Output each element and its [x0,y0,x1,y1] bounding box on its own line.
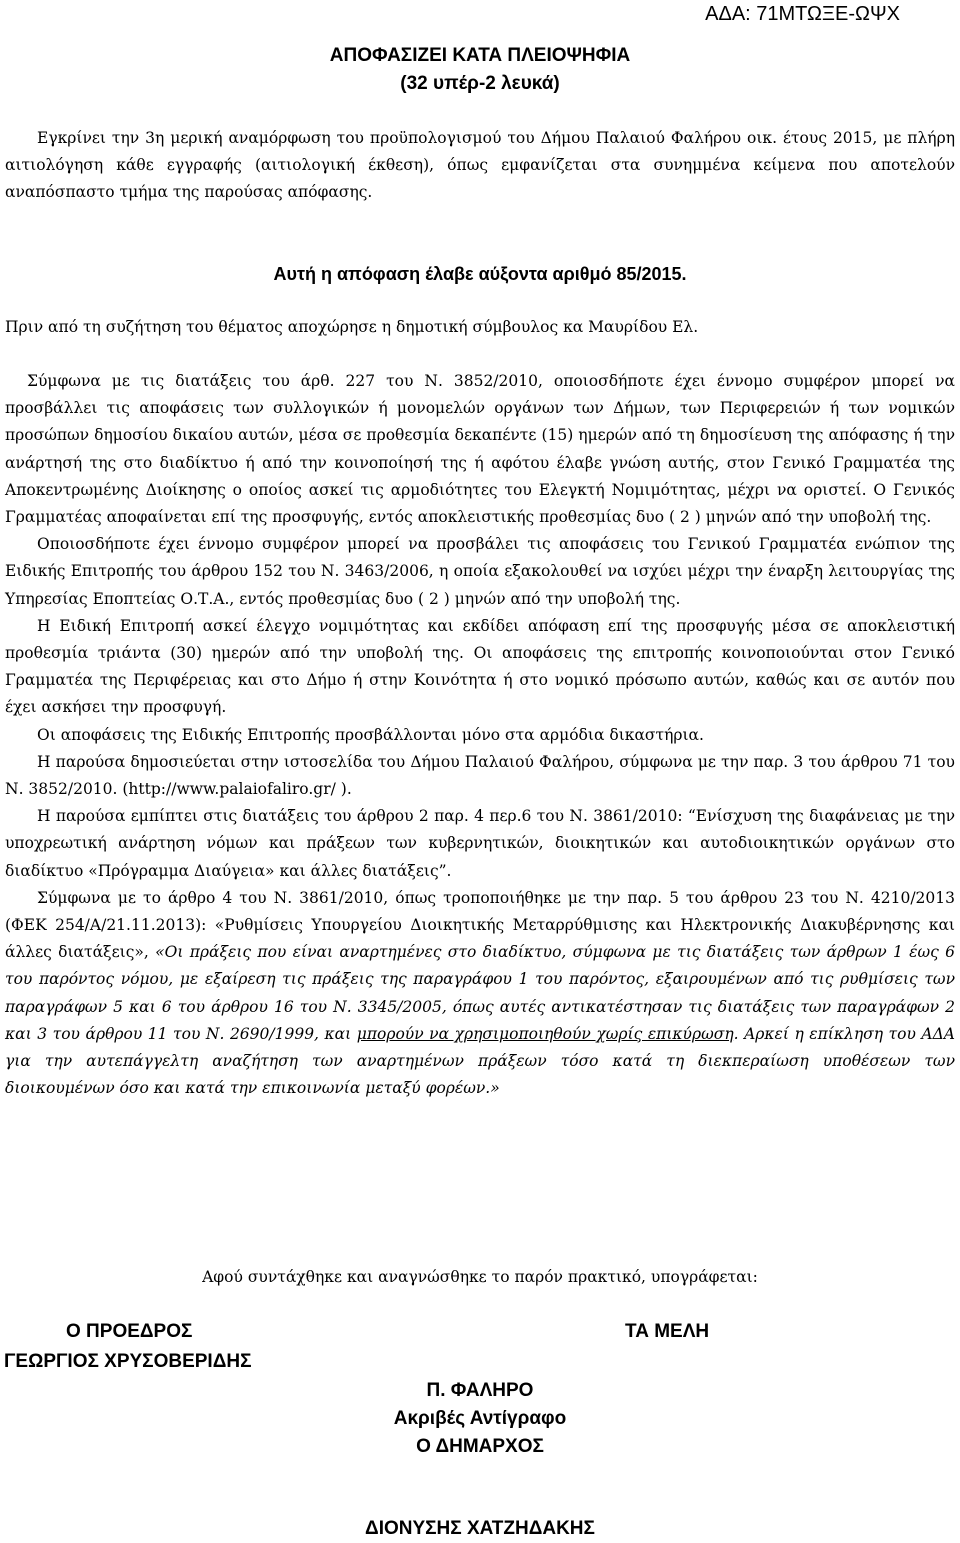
court-appeal-paragraph: Οι αποφάσεις της Ειδικής Επιτροπής προσβάλλονται μόνο στα αρμόδια δικαστήρια. [37,725,704,744]
decision-title: ΑΠΟΦΑΣΙΖΕΙ ΚΑΤΑ ΠΛΕΙΟΨΗΦΙΑ [329,45,631,66]
special-committee-appeal-paragraph: Οποιοσδήποτε έχει έννομο συμφέρον μπορεί να προσβάλει τις αποφάσεις του Γενικού Γραμματέα ενώπιον της Ειδικής Επιτροπής του άρθρου 152 του Ν. 3463/2006, η οποία εξακολουθεί να ισχύει μέχρι την έναρξη λειτουργίας της Υπηρεσίας Εποπτείας Ο.Τ.Α., εντός προθεσμίας δυο ( 2 ) μηνών από την υποβολή της. [5,535,955,608]
validity-paragraph [5,885,955,1103]
approval-paragraph: Εγκρίνει την 3η μερική αναμόρφωση του προϋπολογισμού του Δήμου Παλαιού Φαλήρου οικ. έτους 2015, με πλήρη αιτιολόγηση κάθε εγγραφής (αιτιολογική έκθεση), όπως εμφανίζεται στα συνημμένα κείμενα που αποτελούν αναπόσπαστο τμήμα της παρούσας απόφασης. [5,129,955,202]
appeal-paragraph: Σύμφωνα με τις διατάξεις του άρθ. 227 του Ν. 3852/2010, οποιοσδήποτε έχει έννομο συμφέρον μπορεί να προσβάλλει τις αποφάσεις των συλλογικών ή μονομελών οργάνων των Δήμων, των Περιφερειών ή των νομικών προσώπων δημοσίου δικαίου αυτών, μέσα σε προθεσμία δεκαπέντε (15) ημερών από τη δημοσίευση της απόφασης ή την ανάρτησή της στο διαδίκτυο ή από την κοινοποίησή της ή αφότου έλαβε γνώση αυτής, στον Γενικό Γραμματέα της Αποκεντρωμένης Διοίκησης ο οποίος ασκεί τις αρμοδιότητες του Ελεγκτή Νομιμότητας, μέχρι να οριστεί. Ο Γενικός Γραμματέας αποφαίνεται επί της προσφυγής, εντός αποκλειστικής προθεσμίας δυο ( 2 ) μηνών από την υποβολή της. [5,372,955,527]
special-committee-review-paragraph: Η Ειδική Επιτροπή ασκεί έλεγχο νομιμότητας και εκδίδει απόφαση επί της προσφυγής μέσα σε αποκλειστική προθεσμία τριάντα (30) ημερών από την υποβολή της. Οι αποφάσεις της επιτροπής κοινοποιούνται στον Γενικό Γραμματέα της Περιφέρειας και στο Δήμο ή στην Κοινότητα ή στο νομικό πρόσωπο αυτών, καθώς και σε αυτόν που έχει ασκήσει την προσφυγή. [5,616,955,717]
president-title: Ο ΠΡΟΕΔΡΟΣ [66,1321,193,1342]
mayor-name: ΔΙΟΝΥΣΗΣ ΧΑΤΖΗΔΑΚΗΣ [365,1518,595,1539]
mayor-title: Ο ΔΗΜΑΡΧΟΣ [416,1436,544,1457]
president-name: ΓΕΩΡΓΙΟΣ ΧΡΥΣΟΒΕΡΙΔΗΣ [4,1351,252,1372]
validity-quote-end: . Αρκεί η επίκληση του ΑΔΑ για την αυτεπάγγελτη αναζήτηση των αναρτημένων πράξεων τόσο κατά τη διεκπεραίωση υποθέσεων των διοικουμένων όσο και κατά την επικοινωνία μεταξύ φορέων.» [5,1024,955,1098]
ada-code: ΑΔΑ: 71ΜΤΩΞΕ-ΩΨΧ [705,3,900,25]
certified-copy: Ακριβές Αντίγραφο [393,1408,567,1429]
approval-section [5,125,955,207]
place: Π. ΦΑΛΗΡΟ [426,1380,534,1401]
legal-text [5,368,955,1102]
validity-quote [5,943,955,1097]
members-title: ΤΑ ΜΕΛΗ [625,1321,710,1342]
closing-line: Αφού συντάχθηκε και αναγνώσθηκε το παρόν πρακτικό, υπογράφεται: [202,1268,758,1286]
decision-number: Αυτή η απόφαση έλαβε αύξοντα αριθμό 85/2015. [273,264,687,284]
vote-result: (32 υπέρ-2 λευκά) [400,73,560,94]
publication-paragraph: Η παρούσα δημοσιεύεται στην ιστοσελίδα του Δήμου Παλαιού Φαλήρου, σύμφωνα με την παρ. 3 του άρθρου 71 του Ν. 3852/2010. (http://www.palaiofaliro.gr/ ). [5,752,955,799]
withdrawal-note: Πριν από τη συζήτηση του θέματος αποχώρησε η δημοτική σύμβουλος κα Μαυρίδου Ελ. [5,318,699,336]
closing-section [5,1264,955,1291]
diavgeia-paragraph: Η παρούσα εμπίπτει στις διατάξεις του άρθρου 2 παρ. 4 περ.6 του Ν. 3861/2010: “Ενίσχυση της διαφάνειας με την υποχρεωτική ανάρτηση νόμων και πράξεων των κυβερνητικών, διοικητικών και αυτοδιοικητικών οργάνων στο διαδίκτυο «Πρόγραμμα Διαύγεια» και άλλες διατάξεις”. [5,807,955,880]
validity-quote-text: «Οι πράξεις που είναι αναρτημένες στο διαδίκτυο, σύμφωνα με τις διατάξεις των άρθρων 1 έως 6 του παρόντος νόμου, με εξαίρεση τις πράξεις της παραγράφου 1 του παρόντος, εξαιρουμένων από τις ρυθμίσεις των παραγράφων 5 και 6 του άρθρου 16 του Ν. 3345/2005, όπως αυτές αντικατέστησαν τις διατάξεις των παραγράφων 2 και 3 του άρθρου 11 του Ν. 2690/1999, και [5,943,955,1043]
withdrawal-section [5,314,955,341]
validity-intro: Σύμφωνα με το άρθρο 4 του Ν. 3861/2010, όπως τροποποιήθηκε με την παρ. 5 του άρθρου 23 του Ν. 4210/2013 (ΦΕΚ 254/Α/21.11.2013): «Ρυθμίσεις Υπουργείου Διοικητικής Μεταρρύθμισης και Ηλεκτρονικής Διακυβέρνησης και άλλες διατάξεις», [5,888,955,962]
validity-underlined: μπορούν να χρησιμοποιηθούν χωρίς επικύρωση [356,1024,734,1043]
